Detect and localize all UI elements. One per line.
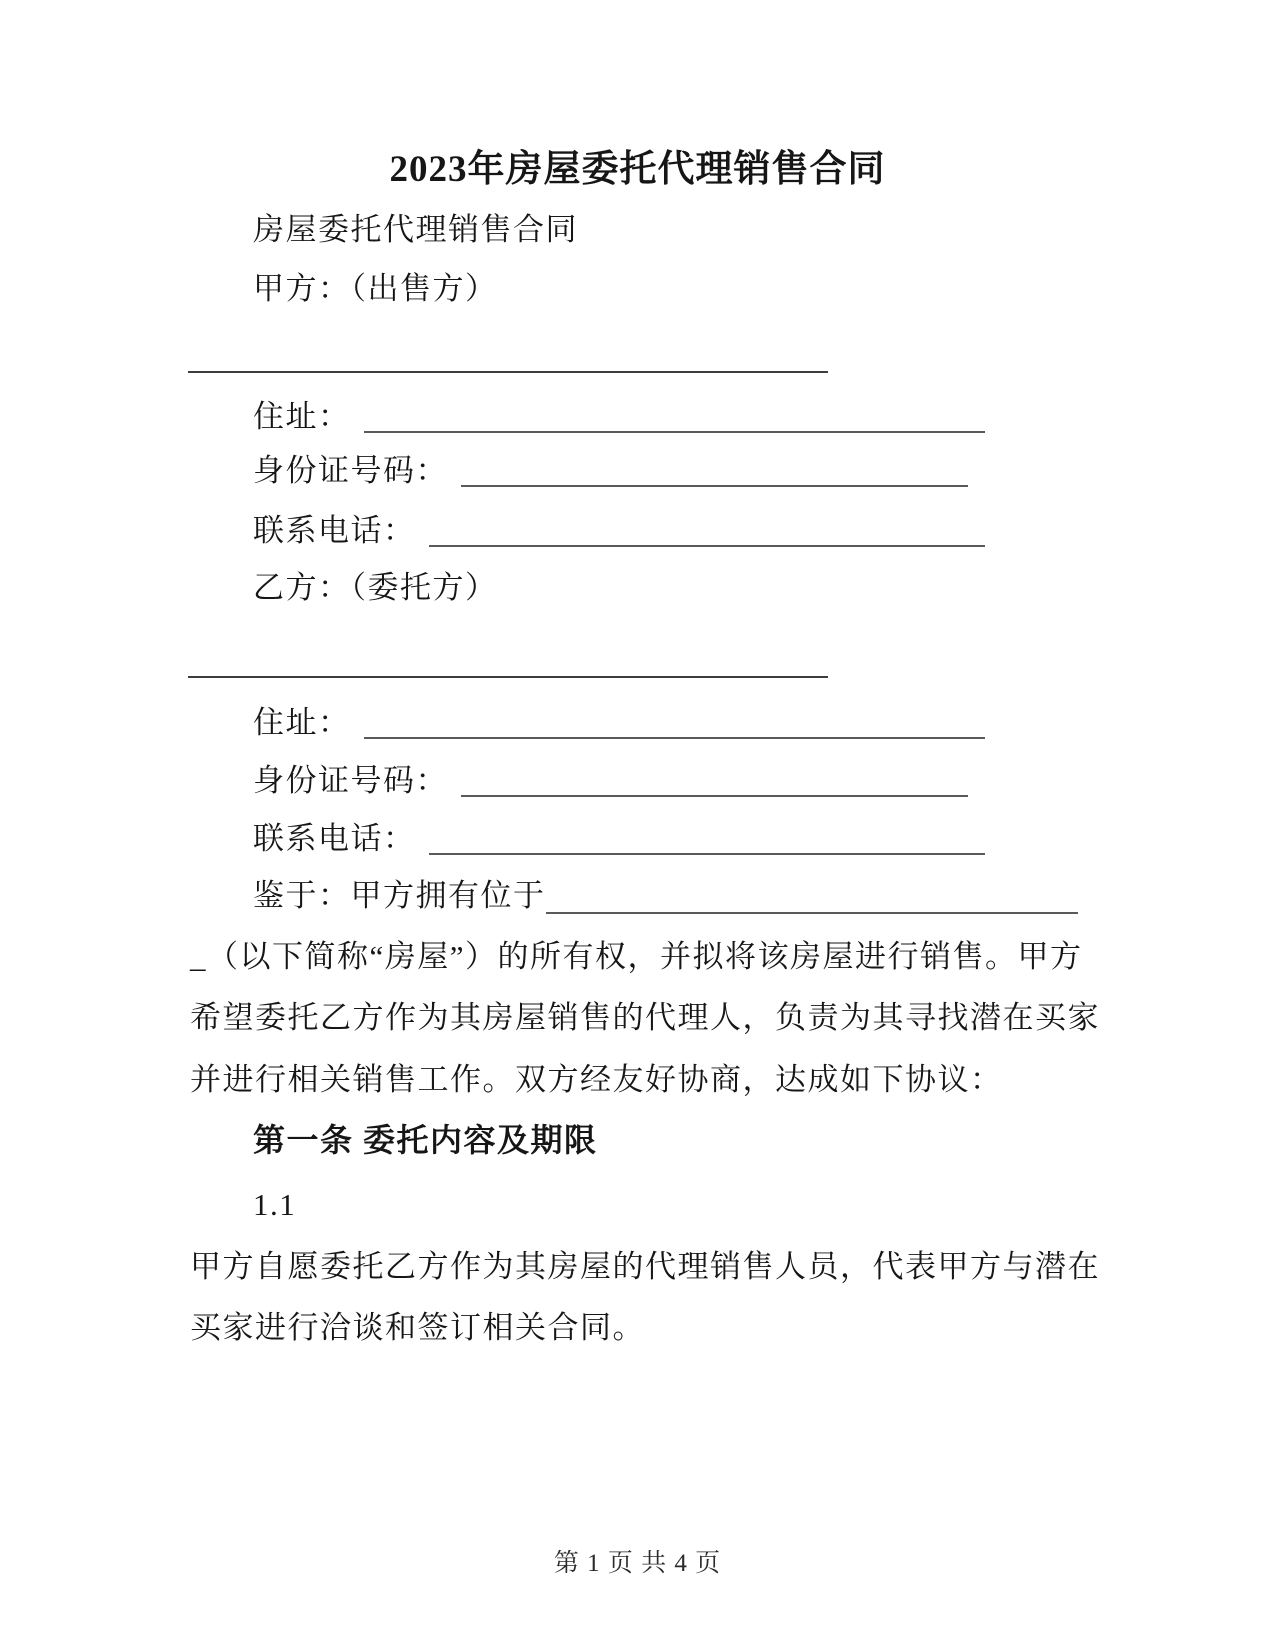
page-title: 2023年房屋委托代理销售合同 xyxy=(389,149,886,190)
whereas-lead-line xyxy=(253,874,1078,918)
clause-1-1-line-2: 买家进行洽谈和签订相关合同。 xyxy=(190,1310,645,1345)
page-number-footer: 第 1 页 共 4 页 xyxy=(553,1550,722,1577)
party-b-phone-label: 联系电话： xyxy=(253,821,425,856)
party-a-id-underline xyxy=(461,449,968,487)
party-a-name-blank-line xyxy=(188,371,828,373)
party-a-address-underline xyxy=(364,395,985,433)
whereas-line-3: 希望委托乙方作为其房屋销售的代理人，负责为其寻找潜在买家 xyxy=(190,1000,1100,1035)
party-a-id-field xyxy=(253,449,968,493)
clause-1-1-number: 1.1 xyxy=(253,1187,297,1222)
party-b-address-label: 住址： xyxy=(253,705,360,740)
party-a-phone-label: 联系电话： xyxy=(253,513,425,548)
party-b-id-label: 身份证号码： xyxy=(253,763,458,798)
party-a-phone-underline xyxy=(429,509,985,547)
party-a-heading: 甲方：（出售方） xyxy=(253,271,498,306)
party-a-phone-field xyxy=(253,509,985,553)
document-subtitle: 房屋委托代理销售合同 xyxy=(253,212,578,247)
party-b-phone-field xyxy=(253,817,985,861)
whereas-lead-text: 鉴于：甲方拥有位于 xyxy=(253,878,546,913)
whereas-line-4: 并进行相关销售工作。双方经友好协商，达成如下协议： xyxy=(190,1062,1003,1097)
article-1-heading: 第一条 委托内容及期限 xyxy=(253,1122,598,1158)
party-b-id-field xyxy=(253,759,968,803)
party-b-name-blank-line xyxy=(188,676,828,678)
property-location-underline xyxy=(546,874,1079,914)
party-b-heading: 乙方：（委托方） xyxy=(253,570,498,605)
party-a-address-label: 住址： xyxy=(253,399,360,434)
whereas-line-2: _（以下简称“房屋”）的所有权，并拟将该房屋进行销售。甲方 xyxy=(190,939,1083,974)
party-a-id-label: 身份证号码： xyxy=(253,453,458,488)
party-a-address-field xyxy=(253,395,985,439)
party-b-id-underline xyxy=(461,759,968,797)
party-b-phone-underline xyxy=(429,817,985,855)
clause-1-1-line-1: 甲方自愿委托乙方作为其房屋的代理销售人员，代表甲方与潜在 xyxy=(190,1249,1100,1284)
party-b-address-field xyxy=(253,701,985,745)
party-b-address-underline xyxy=(364,701,985,739)
